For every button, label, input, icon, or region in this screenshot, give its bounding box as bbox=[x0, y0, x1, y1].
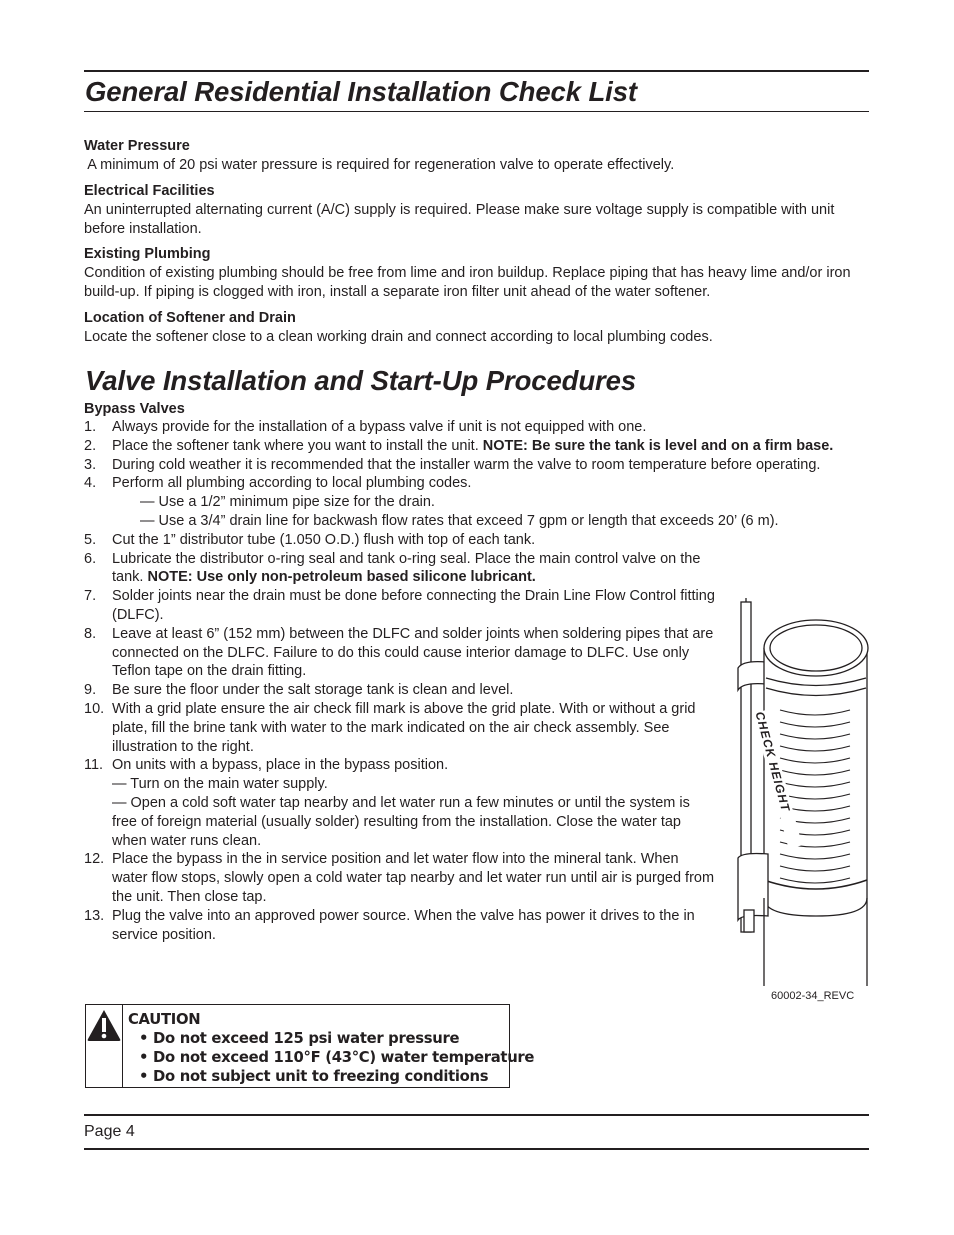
sub-item: — Open a cold soft water tap nearby and let water run a few minutes or until the system is free of foreign material (usually solder) resulting from the installation. Close the water tap when water runs clean. bbox=[112, 794, 690, 849]
text-location: Locate the softener close to a clean working drain and connect according to local plumbing codes. bbox=[84, 329, 713, 345]
top-rule-lower bbox=[84, 111, 869, 112]
footer-rule-bottom bbox=[84, 1148, 869, 1150]
caution-bullet: • Do not exceed 110°F (43°C) water temperature bbox=[139, 1049, 535, 1066]
warning-triangle-icon bbox=[86, 1005, 123, 1087]
heading-bypass-valves: Bypass Valves bbox=[84, 401, 185, 417]
footer-rule-top bbox=[84, 1114, 869, 1116]
air-check-assembly-illustration bbox=[730, 598, 875, 988]
list-item: 11. On units with a bypass, place in the bypass position. — Turn on the main water supply. — Open a cold soft water tap nearby and let water run a few minutes or until the system is free of foreign material (usually solder) resulting from the installation. Close the water tap when water runs clean. bbox=[84, 756, 716, 850]
page-number: Page 4 bbox=[84, 1123, 135, 1140]
sub-item: — Use a 1/2” minimum pipe size for the drain. bbox=[140, 494, 435, 511]
list-item: 9. Be sure the floor under the salt storage tank is clean and level. bbox=[84, 682, 514, 699]
heading-electrical: Electrical Facilities bbox=[84, 183, 215, 199]
caution-bullet: • Do not exceed 125 psi water pressure bbox=[139, 1030, 460, 1047]
list-item: 7. Solder joints near the drain must be done before connecting the Drain Line Flow Control fitting (DLFC). bbox=[84, 588, 715, 623]
text-plumbing: Condition of existing plumbing should be free from lime and iron buildup. Replace piping that has heavy lime and/or iron build-up. If piping is clogged with iron, install a separate iron filter unit ahead of the water softener. bbox=[84, 265, 851, 300]
caution-bullet: • Do not subject unit to freezing conditions bbox=[139, 1068, 489, 1085]
list-item: 6. Lubricate the distributor o-ring seal and tank o-ring seal. Place the main control valve on the tank. NOTE: Use only non-petroleum based silicone lubricant. bbox=[84, 550, 701, 586]
check-height-marking: CHECK HEIGHT bbox=[752, 710, 802, 849]
text-electrical: An uninterrupted alternating current (A/C) supply is required. Please make sure voltage supply is compatible with unit before installation. bbox=[84, 202, 835, 237]
text-water-pressure: A minimum of 20 psi water pressure is required for regeneration valve to operate effectively. bbox=[84, 157, 675, 173]
list-item: 5. Cut the 1” distributor tube (1.050 O.D.) flush with top of each tank. bbox=[84, 531, 536, 548]
sub-item: — Turn on the main water supply. bbox=[112, 776, 328, 793]
caution-box bbox=[85, 1004, 535, 1088]
list-item: 8. Leave at least 6” (152 mm) between the DLFC and solder joints when soldering pipes that are connected on the DLFC. Failure to do this could cause interior damage to DLFC. Use only Teflon tape on the drain fitting. bbox=[84, 625, 714, 680]
heading-water-pressure: Water Pressure bbox=[84, 138, 190, 154]
section-title-valve: Valve Installation and Start-Up Procedures bbox=[85, 365, 637, 396]
figure-label: 60002-34_REVC bbox=[771, 990, 855, 1002]
list-item: 10. With a grid plate ensure the air check fill mark is above the grid plate. With or without a grid plate, fill the brine tank with water to the mark indicated on the air check assembly. See illustration to the right. bbox=[84, 700, 696, 755]
caution-title: CAUTION bbox=[128, 1011, 201, 1028]
sub-item: — Use a 3/4” drain line for backwash flow rates that exceed 7 gpm or length that exceeds 20’ (6 m). bbox=[140, 512, 779, 529]
heading-location: Location of Softener and Drain bbox=[84, 310, 296, 326]
caution-text bbox=[123, 1005, 534, 1087]
list-item: 3. During cold weather it is recommended that the installer warm the valve to room temperature before operating. bbox=[84, 456, 821, 473]
list-item: 1. Always provide for the installation of a bypass valve if unit is not equipped with one. bbox=[84, 419, 647, 435]
list-item: 12. Place the bypass in the in service position and let water flow into the mineral tank. When water flow stops, slowly open a cold water tap nearby and let water run until air is purged from the unit. Then close tap. bbox=[84, 851, 715, 905]
top-rule-upper bbox=[84, 70, 869, 72]
list-item: 4. Perform all plumbing according to local plumbing codes. — Use a 1/2” minimum pipe size for the drain. — Use a 3/4” drain line for backwash flow rates that exceed 7 gpm or length that exceeds 20’ (6 m). bbox=[84, 474, 882, 530]
list-item: 2. Place the softener tank where you want to install the unit. NOTE: Be sure the tank is level and on a firm base. bbox=[84, 437, 834, 454]
section-title-checklist: General Residential Installation Check List bbox=[85, 76, 637, 107]
list-item: 13. Plug the valve into an approved power source. When the valve has power it drives to the in service position. bbox=[84, 907, 695, 943]
heading-plumbing: Existing Plumbing bbox=[84, 246, 211, 262]
